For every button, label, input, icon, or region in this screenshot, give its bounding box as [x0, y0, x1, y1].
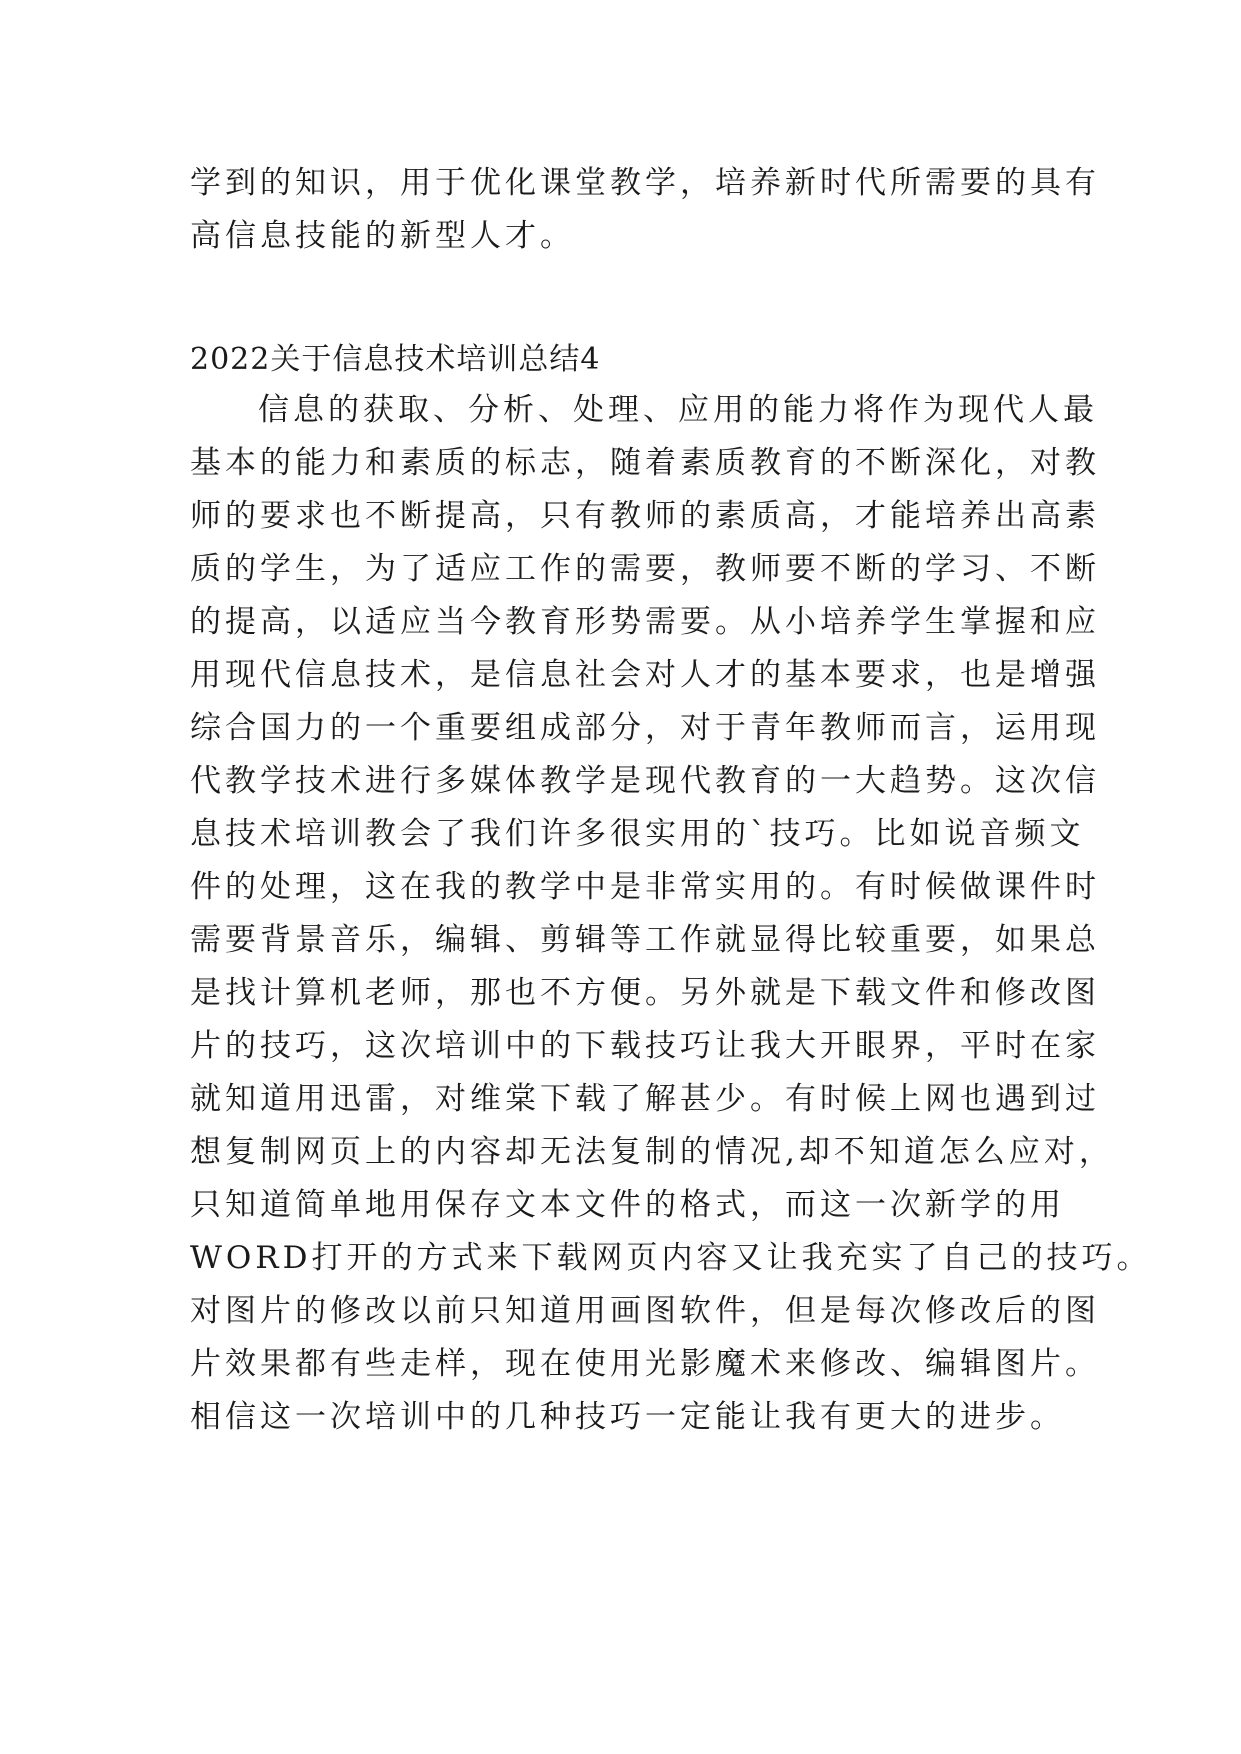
paragraph-line: 信息的获取、分析、处理、应用的能力将作为现代人最 — [258, 392, 1098, 428]
section-heading: 2022关于信息技术培训总结4 — [190, 342, 601, 377]
paragraph-line: 是找计算机老师，那也不方便。另外就是下载文件和修改图 — [190, 975, 1100, 1011]
paragraph-line: 相信这一次培训中的几种技巧一定能让我有更大的进步。 — [190, 1399, 1065, 1435]
intro-line: 学到的知识，用于优化课堂教学，培养新时代所需要的具有 — [190, 165, 1100, 201]
paragraph-line: 息技术培训教会了我们许多很实用的`技巧。比如说音频文 — [190, 816, 1085, 852]
paragraph-line: 师的要求也不断提高，只有教师的素质高，才能培养出高素 — [190, 498, 1100, 534]
paragraph-line: 需要背景音乐，编辑、剪辑等工作就显得比较重要，如果总 — [190, 922, 1100, 958]
paragraph-line: 片效果都有些走样，现在使用光影魔术来修改、编辑图片。 — [190, 1346, 1100, 1382]
paragraph-line: WORD打开的方式来下载网页内容又让我充实了自己的技巧。 — [190, 1240, 1152, 1276]
paragraph-line: 对图片的修改以前只知道用画图软件，但是每次修改后的图 — [190, 1293, 1100, 1329]
paragraph-line: 片的技巧，这次培训中的下载技巧让我大开眼界，平时在家 — [190, 1028, 1100, 1064]
paragraph-line: 想复制网页上的内容却无法复制的情况,却不知道怎么应对， — [190, 1134, 1114, 1170]
paragraph-line: 综合国力的一个重要组成部分，对于青年教师而言，运用现 — [190, 710, 1100, 746]
paragraph-line: 的提高，以适应当今教育形势需要。从小培养学生掌握和应 — [190, 604, 1100, 640]
paragraph-line: 就知道用迅雷，对维棠下载了解甚少。有时候上网也遇到过 — [190, 1081, 1100, 1117]
paragraph-line: 件的处理，这在我的教学中是非常实用的。有时候做课件时 — [190, 869, 1100, 905]
paragraph-line: 只知道简单地用保存文本文件的格式，而这一次新学的用 — [190, 1187, 1065, 1223]
paragraph-line: 用现代信息技术，是信息社会对人才的基本要求，也是增强 — [190, 657, 1100, 693]
paragraph-line: 基本的能力和素质的标志，随着素质教育的不断深化，对教 — [190, 445, 1100, 481]
paragraph-line: 代教学技术进行多媒体教学是现代教育的一大趋势。这次信 — [190, 763, 1100, 799]
paragraph-line: 质的学生，为了适应工作的需要，教师要不断的学习、不断 — [190, 551, 1100, 587]
intro-line: 高信息技能的新型人才。 — [190, 218, 575, 254]
